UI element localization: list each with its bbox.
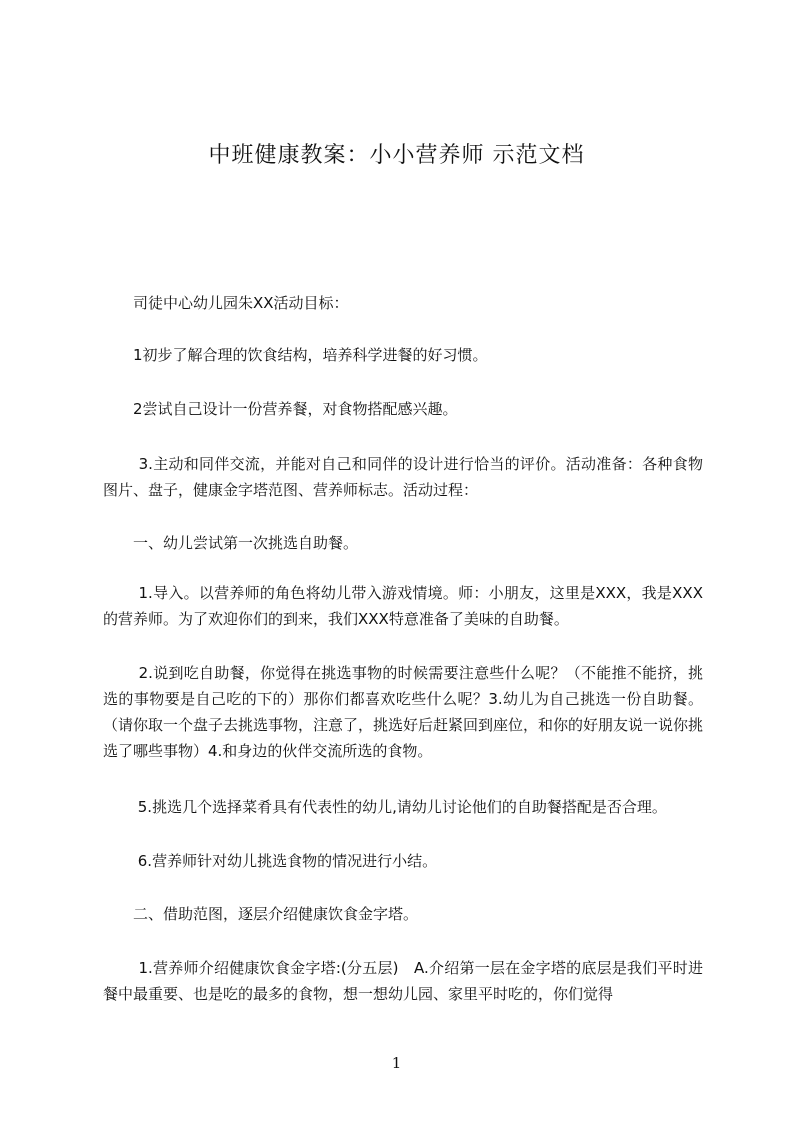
paragraph-10: 二、借助范图，逐层介绍健康饮食金字塔。 [103, 905, 419, 923]
paragraph-8: 5.挑选几个选择菜肴具有代表性的幼儿,请幼儿讨论他们的自助餐搭配是否合理。 [103, 798, 667, 816]
paragraph-6: 1.导入。以营养师的角色将幼儿带入游戏情境。师：小朋友，这里是XXX，我是XXX的营养师。为了欢迎你们的到来，我们XXX特意准备了美味的自助餐。 [103, 584, 703, 628]
paragraph-7: 2.说到吃自助餐，你觉得在挑选事物的时候需要注意些什么呢？（不能推不能挤，挑选的事物要是自己吃的下的）那你们都喜欢吃些什么呢？3.幼儿为自己挑选一份自助餐。（请你取一个盘子去挑选事物，注意了，挑选好后赶紧回到座位，和你的好朋友说一说你挑选了哪些事物）4.和身边的伙伴交流所选的食物。 [103, 664, 704, 760]
paragraph-11: 1.营养师介绍健康饮食金字塔:(分五层) A.介绍第一层在金字塔的底层是我们平时进餐中最重要、也是吃的最多的食物，想一想幼儿园、家里平时吃的，你们觉得 [103, 959, 703, 1003]
paragraph-1: 司徒中心幼儿园朱XX活动目标： [103, 294, 349, 312]
paragraph-2: 1初步了解合理的饮食结构，培养科学进餐的好习惯。 [103, 346, 488, 364]
paragraph-3: 2尝试自己设计一份营养餐，对食物搭配感兴趣。 [103, 400, 458, 418]
paragraph-9: 6.营养师针对幼儿挑选食物的情况进行小结。 [103, 852, 438, 870]
paragraph-4: 3.主动和同伴交流，并能对自己和同伴的设计进行恰当的评价。活动准备：各种食物图片、盘子，健康金字塔范图、营养师标志。活动过程： [103, 455, 703, 499]
document-title: 中班健康教案：小小营养师 示范文档 [208, 143, 585, 168]
page-number: 1 [391, 1054, 402, 1072]
paragraph-5: 一、幼儿尝试第一次挑选自助餐。 [103, 534, 359, 552]
